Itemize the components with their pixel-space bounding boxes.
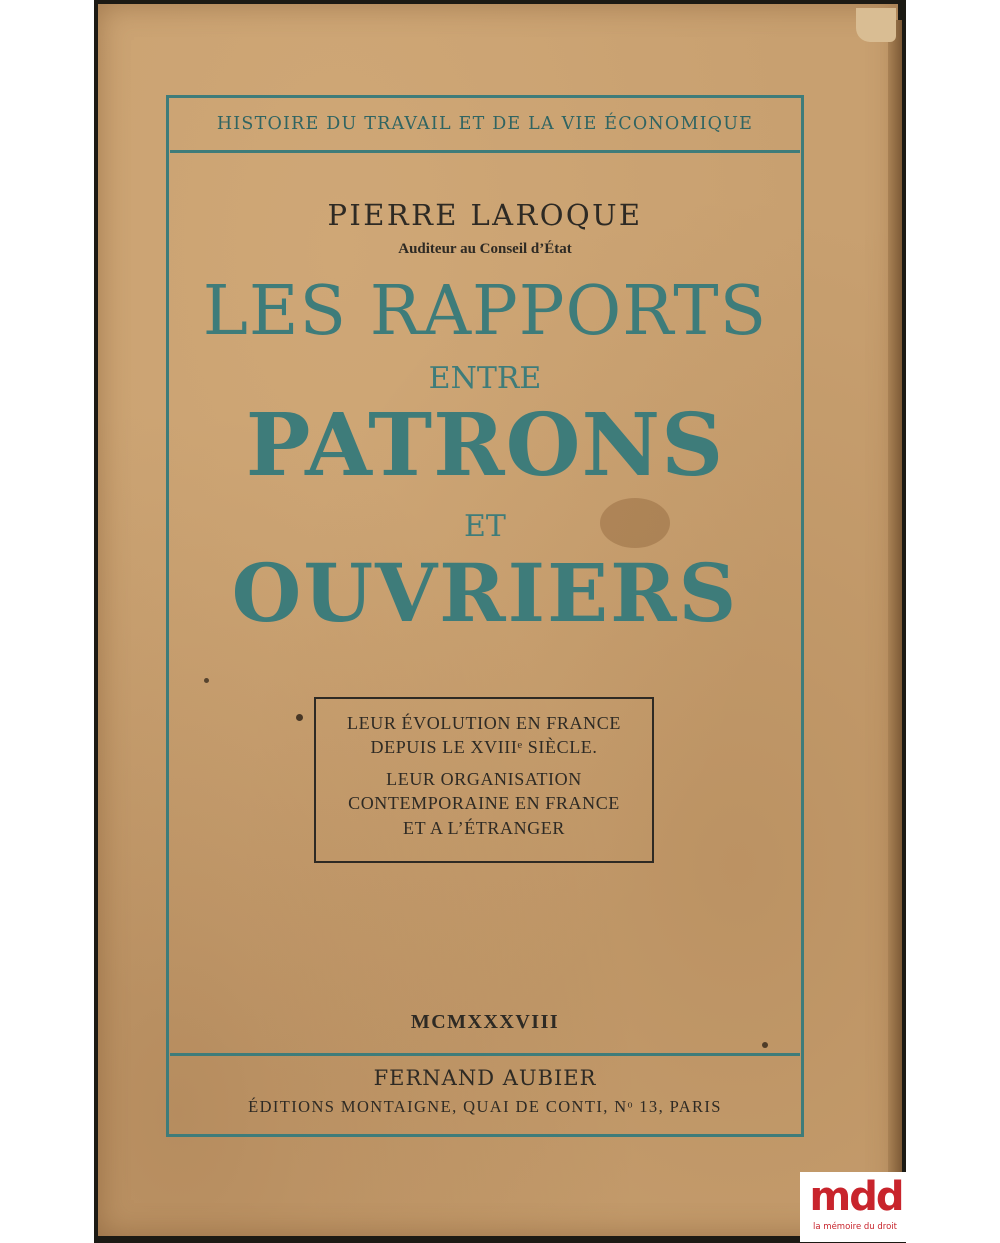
title-line-5: OUVRIERS	[231, 546, 739, 640]
author-name: PIERRE LAROQUE	[327, 198, 643, 232]
publisher-rule	[170, 1053, 800, 1056]
subtitle-line-3: LEUR ORGANISATION	[386, 769, 582, 789]
publisher-address: ÉDITIONS MONTAIGNE, QUAI DE CONTI, Nᵒ 13, PARIS	[248, 1097, 722, 1116]
title-line-4: ET	[464, 509, 506, 544]
subtitle-line-1: LEUR ÉVOLUTION EN FRANCE	[347, 713, 621, 733]
subtitle-line-5: ET A L’ÉTRANGER	[402, 818, 565, 838]
publisher-name: FERNAND AUBIER	[373, 1066, 597, 1090]
subtitle-line-2: DEPUIS LE XVIIIᵉ SIÈCLE.	[370, 737, 598, 757]
mdd-logo-icon: mdd	[809, 1174, 903, 1220]
series-title: HISTOIRE DU TRAVAIL ET DE LA VIE ÉCONOMIQUE	[216, 114, 754, 134]
subtitle-line-4: CONTEMPORAINE EN FRANCE	[348, 793, 620, 813]
series-rule	[170, 150, 800, 153]
title-line-3: PATRONS	[245, 395, 725, 496]
publication-year: MCMXXXVIII	[410, 1011, 560, 1033]
author-role: Auditeur au Conseil d’État	[398, 241, 572, 257]
title-line-2: ENTRE	[428, 361, 542, 396]
cover-edge	[888, 20, 902, 1220]
title-line-1: LES RAPPORTS	[202, 272, 768, 351]
logo-tagline: la mémoire du droit	[813, 1222, 897, 1232]
watermark-logo	[800, 1172, 910, 1242]
corner-fold	[856, 8, 896, 42]
